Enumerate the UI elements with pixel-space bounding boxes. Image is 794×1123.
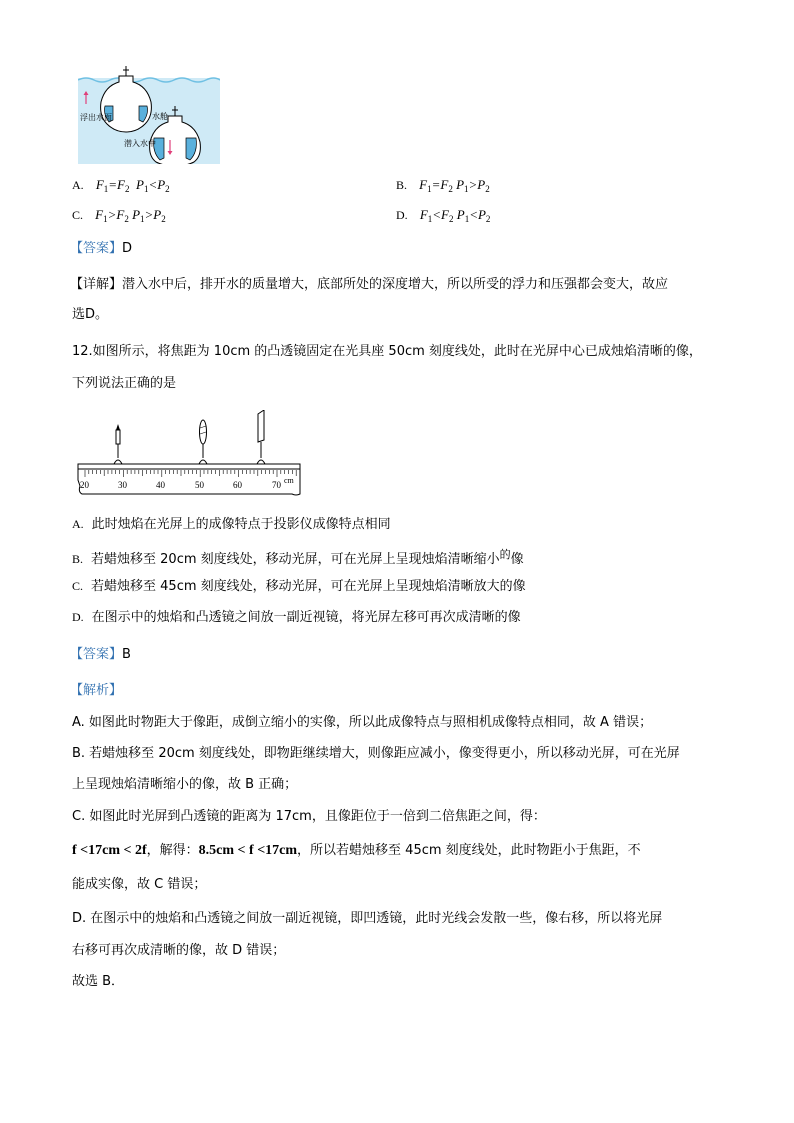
q11-option-a: A. $F_1=F_2$ $P_1<P_2$ xyxy=(72,177,170,194)
analysis-conclusion: 故选 B． xyxy=(72,974,125,989)
q11-option-b-expr: $F_1=F_2$ $P_1>P_2$ xyxy=(419,177,490,194)
label-surface: 浮出水面 xyxy=(80,113,112,122)
q12-option-c: C. 若蜡烛移至 45cm 刻度线处，移动光屏，可在光屏上呈现烛焰清晰放大的像 xyxy=(72,579,526,594)
tick-40: 40 xyxy=(156,480,165,490)
analysis-b-line2: 上呈现烛焰清晰缩小的像，故 B 正确； xyxy=(72,777,298,792)
analysis-d-line1: D. 在图示中的烛焰和凸透镜之间放一副近视镜，即凹透镜，此时光线会发散一些，像右移，所以将光屏 xyxy=(72,911,663,926)
q12-stem-line2: 下列说法正确的是 xyxy=(72,376,177,391)
q12-answer: 【答案】B xyxy=(70,647,131,662)
tick-70: 70 xyxy=(272,480,281,490)
unit-cm: cm xyxy=(284,476,294,485)
formula-1: f <17cm < 2f xyxy=(72,843,147,858)
analysis-d-line2: 右移可再次成清晰的像，故 D 错误； xyxy=(72,943,286,958)
optical-bench-figure xyxy=(76,410,302,498)
analysis-a: A. 如图此时物距大于像距，成倒立缩小的实像，所以此成像特点与照相机成像特点相同，故 A 错误； xyxy=(72,715,653,730)
q11-option-c: C. $F_1>F_2$ $P_1>P_2$ xyxy=(72,207,166,224)
q11-option-d: D. $F_1<F_2$ $P_1<P_2$ xyxy=(396,207,491,224)
q11-option-a-expr: $F_1=F_2$ $P_1<P_2$ xyxy=(95,177,170,194)
q11-answer: 【答案】D xyxy=(70,241,133,256)
analysis-c-line2: f <17cm < 2f，解得：8.5cm < f <17cm，所以若蜡烛移至 45cm 刻度线处，此时物距小于焦距，不 xyxy=(72,843,641,858)
analysis-c-line3: 能成实像，故 C 错误； xyxy=(72,877,207,892)
label-dive: 潜入水中 xyxy=(124,139,156,148)
q12-option-b: B. 若蜡烛移至 20cm 刻度线处，移动光屏，可在光屏上呈现烛焰清晰缩小$^的$像 xyxy=(72,548,524,567)
tick-60: 60 xyxy=(233,480,242,490)
q11-detail-line2: 选D。 xyxy=(72,307,109,322)
q12-option-d: D. 在图示中的烛焰和凸透镜之间放一副近视镜，将光屏左移可再次成清晰的像 xyxy=(72,610,521,625)
q12-option-a: A. 此时烛焰在光屏上的成像特点于投影仪成像特点相同 xyxy=(72,517,391,532)
tick-20: 20 xyxy=(80,480,89,490)
answer-tag: 【答案】 xyxy=(70,647,123,662)
q12-stem-line1: 12.如图所示，将焦距为 10cm 的凸透镜固定在光具座 50cm 刻度线处，此时在光屏中心已成烛焰清晰的像， xyxy=(72,344,702,359)
tick-30: 30 xyxy=(118,480,127,490)
q11-option-b: B. $F_1=F_2$ $P_1>P_2$ xyxy=(396,177,490,194)
label-tank: 水舱 xyxy=(152,112,168,121)
answer-tag: 【答案】 xyxy=(70,241,123,256)
submarine-figure xyxy=(78,64,220,164)
tick-50: 50 xyxy=(195,480,204,490)
analysis-c-line1: C. 如图此时光屏到凸透镜的距离为 17cm，且像距位于一倍到二倍焦距之间，得： xyxy=(72,809,546,824)
formula-2: 8.5cm < f <17cm xyxy=(198,843,298,858)
analysis-b-line1: B. 若蜡烛移至 20cm 刻度线处，即物距继续增大，则像距应减小，像变得更小，所以移动光屏，可在光屏 xyxy=(72,746,680,761)
detail-tag: 【详解】 xyxy=(70,277,123,292)
q11-option-c-expr: $F_1>F_2$ $P_1>P_2$ xyxy=(95,207,166,224)
q12-analysis-tag: 【解析】 xyxy=(70,683,123,698)
q11-option-d-expr: $F_1<F_2$ $P_1<P_2$ xyxy=(419,207,491,224)
q11-detail-line1: 【详解】潜入水中后，排开水的质量增大，底部所处的深度增大，所以所受的浮力和压强都会变大，故应 xyxy=(70,277,669,292)
